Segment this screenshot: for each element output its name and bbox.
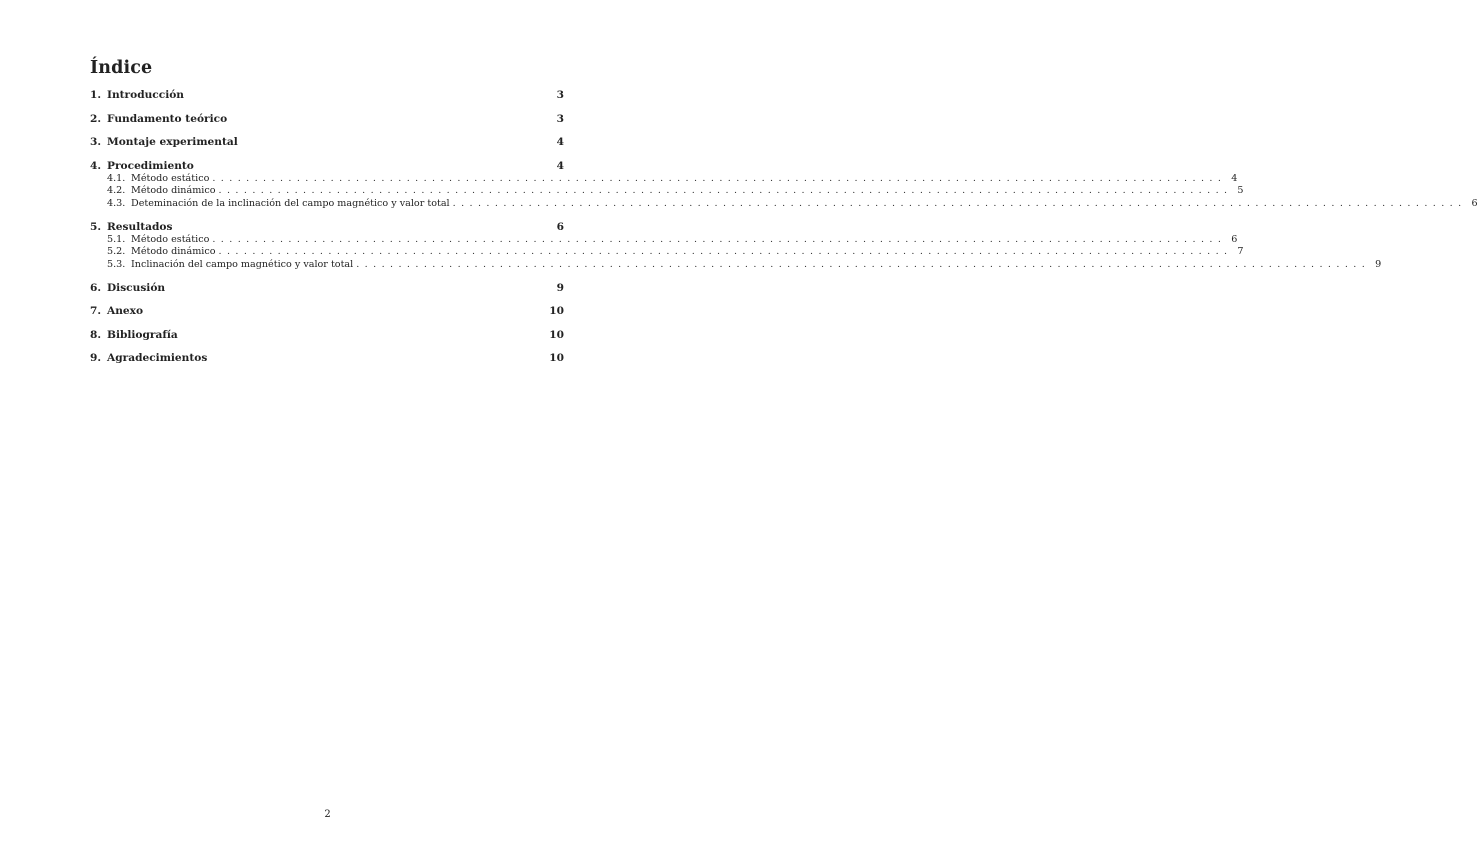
toc-section-page: 3 bbox=[556, 89, 564, 101]
toc-subsection-page: 6 bbox=[1471, 197, 1478, 209]
toc-section-label: Introducción bbox=[107, 89, 185, 101]
toc-section-number: 6. bbox=[90, 281, 102, 294]
toc-section-label: Discusión bbox=[107, 281, 166, 294]
toc-section[interactable] bbox=[90, 281, 564, 295]
toc-dot-leader: ........................................................................................................................ bbox=[212, 172, 1227, 184]
toc-section[interactable] bbox=[90, 220, 564, 234]
toc-section-label: Resultados bbox=[107, 220, 173, 233]
toc-section-number: 8. bbox=[90, 328, 102, 341]
toc-section[interactable] bbox=[90, 112, 564, 126]
toc-section[interactable] bbox=[90, 135, 564, 149]
toc-subsection-number: 5.2. bbox=[107, 246, 126, 257]
toc-subsection-page: 7 bbox=[1237, 246, 1244, 257]
toc-section-label: Anexo bbox=[107, 305, 144, 317]
toc-subsection-label: Deteminación de la inclinación del campo magnético y valor total bbox=[131, 197, 450, 209]
toc-section-page: 4 bbox=[556, 136, 564, 148]
toc-subsection-number: 5.1. bbox=[107, 233, 126, 245]
toc-section-number: 7. bbox=[90, 305, 102, 317]
toc-dot-leader: ........................................................................................................................ bbox=[218, 185, 1233, 196]
toc-section[interactable] bbox=[90, 304, 564, 318]
toc-subsection[interactable] bbox=[90, 246, 1244, 259]
toc-subsection-number: 4.1. bbox=[107, 172, 126, 184]
toc-subsection-number: 5.3. bbox=[107, 258, 126, 270]
toc-section-number: 3. bbox=[90, 136, 102, 148]
table-of-contents bbox=[90, 88, 1478, 365]
toc-subsection[interactable] bbox=[90, 172, 1238, 186]
toc-subsection-page: 4 bbox=[1231, 172, 1238, 184]
toc-section[interactable] bbox=[90, 328, 564, 342]
toc-section-number: 4. bbox=[90, 159, 102, 172]
toc-subsection-page: 9 bbox=[1375, 258, 1382, 270]
toc-section-label: Procedimiento bbox=[107, 159, 194, 172]
toc-subsection[interactable] bbox=[90, 185, 1244, 198]
toc-section-number: 5. bbox=[90, 220, 102, 233]
toc-section-label: Montaje experimental bbox=[107, 136, 238, 148]
toc-section-label: Fundamento teórico bbox=[107, 112, 228, 125]
toc-subsection-number: 4.3. bbox=[107, 197, 126, 209]
toc-section-page: 10 bbox=[549, 352, 564, 364]
page-number: 2 bbox=[324, 809, 331, 820]
toc-section-page: 6 bbox=[556, 220, 564, 233]
toc-section-number: 2. bbox=[90, 112, 102, 125]
toc-section-page: 3 bbox=[556, 112, 564, 125]
toc-subsection[interactable] bbox=[90, 233, 1238, 247]
toc-section-number: 1. bbox=[90, 89, 102, 101]
toc-section-label: Agradecimientos bbox=[107, 352, 208, 364]
toc-dot-leader: ........................................................................................................................ bbox=[212, 233, 1227, 245]
toc-subsection-page: 6 bbox=[1231, 233, 1238, 245]
toc-title: Índice bbox=[90, 58, 153, 78]
toc-subsection-label: Método estático bbox=[131, 233, 210, 245]
toc-section[interactable] bbox=[90, 159, 564, 173]
toc-subsection-label: Método estático bbox=[131, 172, 210, 184]
toc-section-number: 9. bbox=[90, 352, 102, 364]
toc-subsection-label: Método dinámico bbox=[131, 185, 216, 196]
toc-dot-leader: ........................................................................................................................ bbox=[356, 258, 1371, 270]
toc-subsection-number: 4.2. bbox=[107, 185, 126, 196]
toc-subsection[interactable] bbox=[90, 197, 1478, 211]
toc-section-page: 10 bbox=[549, 328, 564, 341]
toc-section-label: Bibliografía bbox=[107, 328, 178, 341]
toc-subsection-label: Método dinámico bbox=[131, 246, 216, 257]
toc-subsection-label: Inclinación del campo magnético y valor total bbox=[131, 258, 354, 270]
toc-dot-leader: ........................................................................................................................ bbox=[218, 246, 1233, 257]
toc-section[interactable] bbox=[90, 351, 564, 365]
toc-section[interactable] bbox=[90, 88, 564, 102]
toc-dot-leader: ........................................................................................................................ bbox=[452, 197, 1467, 209]
toc-section-page: 10 bbox=[549, 305, 564, 317]
toc-subsection[interactable] bbox=[90, 258, 1382, 272]
toc-section-page: 9 bbox=[556, 281, 564, 294]
toc-subsection-page: 5 bbox=[1237, 185, 1244, 196]
toc-section-page: 4 bbox=[556, 159, 564, 172]
